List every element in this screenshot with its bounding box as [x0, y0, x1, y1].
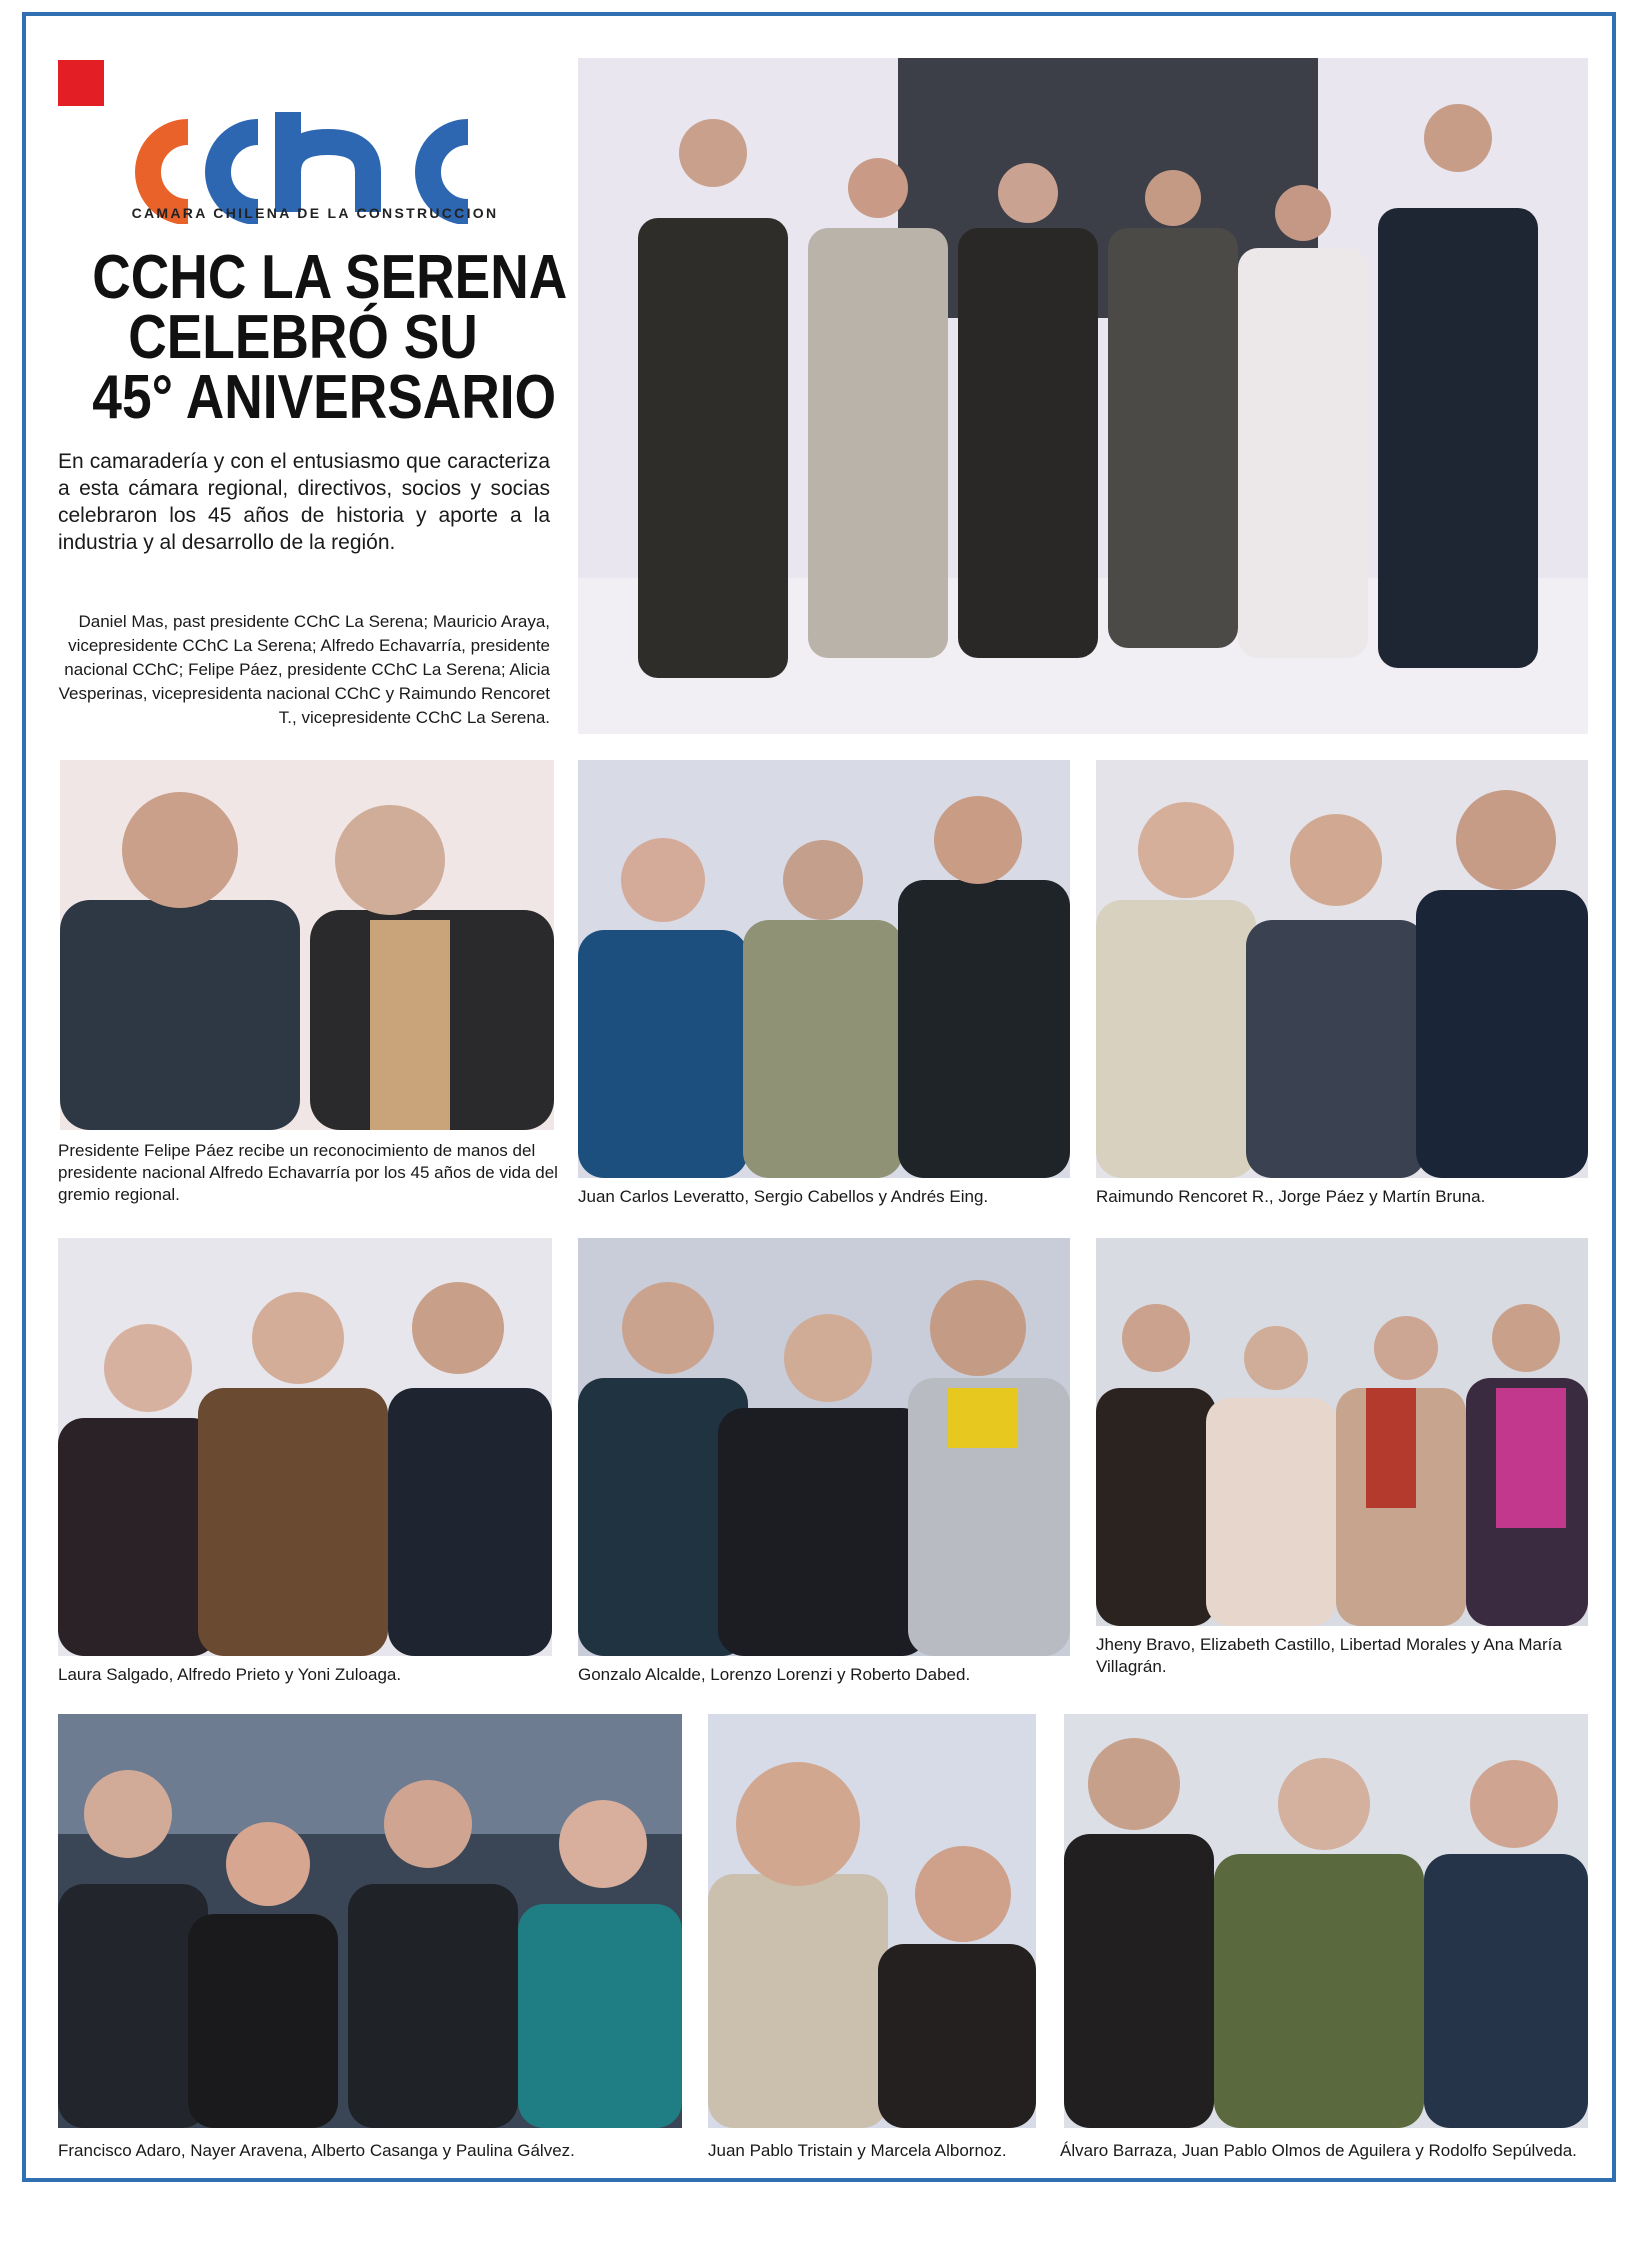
caption-r3c1: Francisco Adaro, Nayer Aravena, Alberto Casanga y Paulina Gálvez.	[58, 2141, 575, 2160]
caption-r3c2: Juan Pablo Tristain y Marcela Albornoz.	[708, 2141, 1007, 2160]
caption-r2c1: Laura Salgado, Alfredo Prieto y Yoni Zuloaga.	[58, 1665, 402, 1684]
main-group-photo	[578, 58, 1588, 734]
photo-group-r3c3	[1064, 1714, 1588, 2128]
caption-r3c3: Álvaro Barraza, Juan Pablo Olmos de Aguilera y Rodolfo Sepúlveda.	[1060, 2141, 1577, 2160]
caption-award: Presidente Felipe Páez recibe un reconocimiento de manos del presidente nacional Alfredo Echavarría por los 45 años de vida del gremio regional.	[58, 1141, 558, 1204]
photo-group-r1c3	[1096, 760, 1588, 1178]
logo-subtitle: CAMARA CHILENA DE LA CONSTRUCCION	[131, 205, 499, 221]
title-line-1: CCHC LA SERENA	[92, 243, 568, 312]
caption-r1c2: Juan Carlos Leveratto, Sergio Cabellos y Andrés Eing.	[578, 1187, 989, 1206]
lead-paragraph: En camaradería y con el entusiasmo que caracteriza a esta cámara regional, directivos, socios y socias celebraron los 45 años de historia y aporte a la industria y al desarrollo de la región.	[58, 450, 550, 554]
caption-r2c2: Gonzalo Alcalde, Lorenzo Lorenzi y Roberto Dabed.	[578, 1665, 971, 1684]
title-line-2: CELEBRÓ SU	[128, 303, 478, 372]
photo-group-r3c2	[708, 1714, 1036, 2128]
photo-group-r3c1	[58, 1714, 682, 2128]
photo-group-r2c1	[58, 1238, 552, 1656]
photo-award	[60, 760, 554, 1130]
caption-r2c3: Jheny Bravo, Elizabeth Castillo, Libertad Morales y Ana María Villagrán.	[1096, 1635, 1562, 1676]
caption-r1c3: Raimundo Rencoret R., Jorge Páez y Martín Bruna.	[1096, 1187, 1486, 1206]
photo-group-r2c2	[578, 1238, 1070, 1656]
title-line-3: 45° ANIVERSARIO	[92, 363, 557, 432]
page-title	[92, 243, 568, 432]
photo-group-r2c3	[1096, 1238, 1588, 1626]
photo-group-r1c2	[578, 760, 1070, 1178]
red-marker	[58, 60, 104, 106]
main-photo-caption: Daniel Mas, past presidente CChC La Serena; Mauricio Araya, vicepresidente CChC La Serena; Alfredo Echavarría, presidente nacional CChC; Felipe Páez, presidente CChC La Serena; Alicia Vesperinas, vicepresidenta nacional CChC y Raimundo Rencoret T., vicepresidente CChC La Serena.	[58, 612, 550, 727]
